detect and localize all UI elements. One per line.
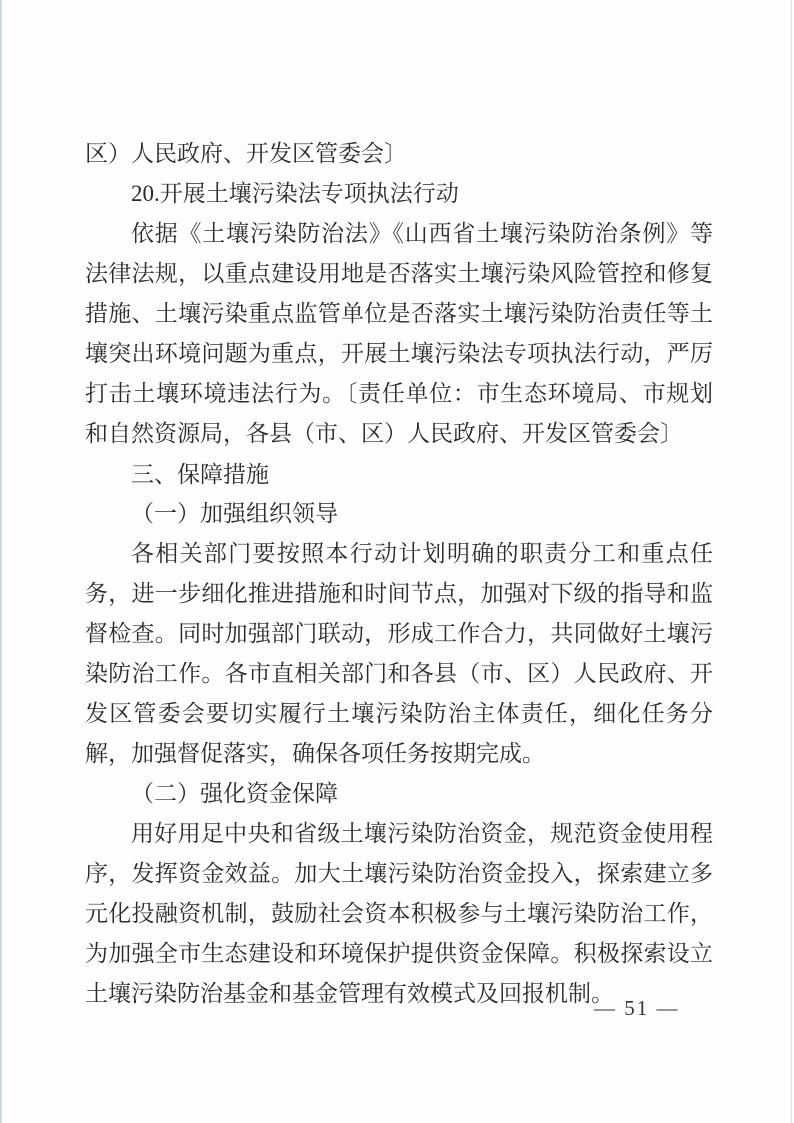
page-number-label: — 51 — <box>594 996 680 1020</box>
heading-sub-2-funding-guarantee: （二）强化资金保障 <box>131 781 338 806</box>
heading-section-3-safeguard-measures: 三、保障措施 <box>131 461 269 487</box>
scan-edge-left-artifact <box>0 0 3 1123</box>
paragraph-organizational-leadership: 各相关部门要按照本行动计划明确的职责分工和重点任务，进一步细化推进措施和时间节点，加强对下级的指导和监督检查。同时加强部门联动，形成工作合力，共同做好土壤污染防治工作。各市直相关部门和各县（市、区）人民政府、开发区管委会要切实履行土壤污染防治主体责任，细化任务分解，加强督促落实，确保各项任务按期完成。 <box>85 541 713 766</box>
heading-sub-1-organizational-leadership: （一）加强组织领导 <box>131 501 338 526</box>
page-number <box>594 996 680 1021</box>
heading-item-20: 20.开展土壤污染法专项执法行动 <box>131 181 459 206</box>
scan-edge-right-artifact <box>791 0 792 1123</box>
document-body <box>85 134 713 1014</box>
paragraph-continuation: 区）人民政府、开发区管委会〕 <box>85 141 407 166</box>
paragraph-funding-guarantee: 用好用足中央和省级土壤污染防治资金，规范资金使用程序，发挥资金效益。加大土壤污染防治资金投入，探索建立多元化投融资机制，鼓励社会资本积极参与土壤污染防治工作，为加强全市生态建设和环境保护提供资金保障。积极探索设立土壤污染防治基金和基金管理有效模式及回报机制。 <box>85 821 713 1006</box>
paragraph-law-enforcement: 依据《土壤污染防治法》《山西省土壤污染防治条例》等法律法规，以重点建设用地是否落实土壤污染风险管控和修复措施、土壤污染重点监管单位是否落实土壤污染防治责任等土壤突出环境问题为重点，开展土壤污染法专项执法行动，严厉打击土壤环境违法行为。〔责任单位：市生态环境局、市规划和自然资源局，各县（市、区）人民政府、开发区管委会〕 <box>85 221 713 446</box>
